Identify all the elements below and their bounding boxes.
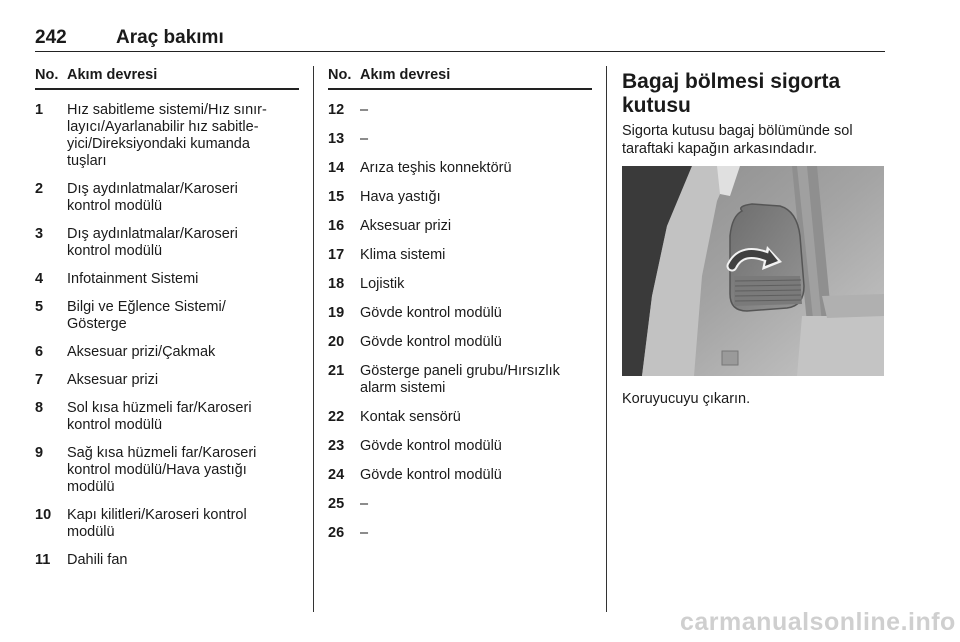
fuse-number: 10 bbox=[35, 507, 52, 523]
fuse-number: 8 bbox=[35, 400, 44, 416]
table-header bbox=[328, 62, 592, 90]
fuse-number: 18 bbox=[328, 276, 345, 292]
fuse-number: 9 bbox=[35, 445, 44, 461]
fuse-circuit: Kapı kilitleri/Karoseri kontrol modülü bbox=[67, 507, 247, 540]
fuse-number: 7 bbox=[35, 372, 44, 388]
fuse-circuit: – bbox=[360, 102, 369, 118]
table-row bbox=[35, 226, 299, 260]
page-header bbox=[35, 26, 885, 52]
table-row bbox=[328, 525, 592, 542]
fuse-circuit: Sol kısa hüzmeli far/Karoseri kontrol modülü bbox=[67, 400, 252, 433]
fuse-number: 12 bbox=[328, 102, 345, 118]
fuse-number: 4 bbox=[35, 271, 44, 287]
fuse-number: 16 bbox=[328, 218, 345, 234]
trunk-fuse-cover-photo bbox=[622, 166, 884, 376]
fuse-number: 25 bbox=[328, 496, 345, 512]
fuse-number: 19 bbox=[328, 305, 345, 321]
page-title: Araç bakımı bbox=[116, 27, 224, 48]
fuse-number: 13 bbox=[328, 131, 345, 147]
fuse-number: 6 bbox=[35, 344, 44, 360]
fuse-circuit: Infotainment Sistemi bbox=[67, 271, 199, 287]
table-row bbox=[328, 131, 592, 148]
table-row bbox=[328, 218, 592, 235]
fuse-circuit: Gösterge paneli grubu/Hırsızlık alarm sistemi bbox=[360, 363, 560, 396]
fuse-number: 3 bbox=[35, 226, 44, 242]
fuse-circuit: Aksesuar prizi bbox=[360, 218, 452, 234]
fuse-number: 2 bbox=[35, 181, 44, 197]
fuse-circuit: Gövde kontrol modülü bbox=[360, 467, 502, 483]
fuse-circuit: Kontak sensörü bbox=[360, 409, 461, 425]
table-row bbox=[35, 400, 299, 434]
fuse-circuit: Gövde kontrol modülü bbox=[360, 334, 502, 350]
fuse-circuit: Hava yastığı bbox=[360, 189, 441, 205]
table-row bbox=[328, 189, 592, 206]
fuse-number: 20 bbox=[328, 334, 345, 350]
fuse-circuit: Lojistik bbox=[360, 276, 405, 292]
table-row bbox=[328, 305, 592, 322]
fuse-number: 17 bbox=[328, 247, 345, 263]
table-row bbox=[328, 467, 592, 484]
fuse-table-left bbox=[35, 62, 299, 569]
table-row bbox=[328, 409, 592, 426]
fuse-circuit: Aksesuar prizi bbox=[67, 372, 159, 388]
fuse-number: 22 bbox=[328, 409, 345, 425]
table-row bbox=[35, 372, 299, 389]
watermark: carmanualsonline.info bbox=[680, 608, 956, 636]
fuse-circuit: Bilgi ve Eğlence Sistemi/ Gösterge bbox=[67, 299, 226, 332]
table-row bbox=[35, 181, 299, 215]
instruction-text: Koruyucuyu çıkarın. bbox=[622, 391, 751, 407]
fuse-number: 5 bbox=[35, 299, 44, 315]
col-circuit-header: Akım devresi bbox=[360, 67, 451, 83]
fuse-number: 21 bbox=[328, 363, 345, 379]
table-row bbox=[328, 160, 592, 177]
table-row bbox=[35, 344, 299, 361]
fuse-number: 26 bbox=[328, 525, 345, 541]
column-divider bbox=[606, 66, 607, 612]
fuse-circuit: – bbox=[360, 496, 369, 512]
table-row bbox=[35, 271, 299, 288]
col-no-header: No. bbox=[328, 67, 352, 83]
table-row bbox=[35, 102, 299, 170]
fuse-circuit: Klima sistemi bbox=[360, 247, 446, 263]
fuse-circuit: Aksesuar prizi/Çakmak bbox=[67, 344, 216, 360]
fuse-number: 1 bbox=[35, 102, 44, 118]
section-heading: Bagaj bölmesi sigorta kutusu bbox=[622, 70, 841, 117]
fuse-number: 24 bbox=[328, 467, 345, 483]
fuse-circuit: Gövde kontrol modülü bbox=[360, 305, 502, 321]
fuse-circuit: Dahili fan bbox=[67, 552, 128, 568]
table-row bbox=[35, 507, 299, 541]
fuse-number: 23 bbox=[328, 438, 345, 454]
fuse-circuit: Sağ kısa hüzmeli far/Karoseri kontrol modülü/Hava yastığı modülü bbox=[67, 445, 257, 495]
fuse-table-right bbox=[328, 62, 592, 542]
col-no-header: No. bbox=[35, 67, 59, 83]
table-row bbox=[328, 496, 592, 513]
fuse-circuit: Arıza teşhis konnektörü bbox=[360, 160, 512, 176]
col-circuit-header: Akım devresi bbox=[67, 67, 158, 83]
column-divider bbox=[313, 66, 314, 612]
table-row bbox=[328, 102, 592, 119]
fuse-circuit: Hız sabitleme sistemi/Hız sınır- layıcı/Ayarlanabilir hız sabitle- yici/Direksiyondaki kumanda tuşları bbox=[67, 102, 267, 169]
section-column bbox=[622, 68, 886, 158]
section-intro: Sigorta kutusu bagaj bölümünde sol taraftaki kapağın arkasındadır. bbox=[622, 123, 853, 157]
table-row bbox=[328, 438, 592, 455]
fuse-circuit: Gövde kontrol modülü bbox=[360, 438, 502, 454]
table-row bbox=[328, 276, 592, 293]
table-row bbox=[35, 299, 299, 333]
table-row bbox=[328, 247, 592, 264]
table-row bbox=[328, 334, 592, 351]
table-header bbox=[35, 62, 299, 90]
fuse-circuit: Dış aydınlatmalar/Karoseri kontrol modülü bbox=[67, 226, 238, 259]
table-row bbox=[35, 552, 299, 569]
fuse-circuit: – bbox=[360, 131, 369, 147]
table-row bbox=[35, 445, 299, 496]
fuse-number: 15 bbox=[328, 189, 345, 205]
fuse-circuit: – bbox=[360, 525, 369, 541]
fuse-number: 14 bbox=[328, 160, 345, 176]
fuse-number: 11 bbox=[35, 552, 51, 568]
page-number: 242 bbox=[35, 27, 67, 48]
fuse-circuit: Dış aydınlatmalar/Karoseri kontrol modülü bbox=[67, 181, 238, 214]
table-row bbox=[328, 363, 592, 397]
